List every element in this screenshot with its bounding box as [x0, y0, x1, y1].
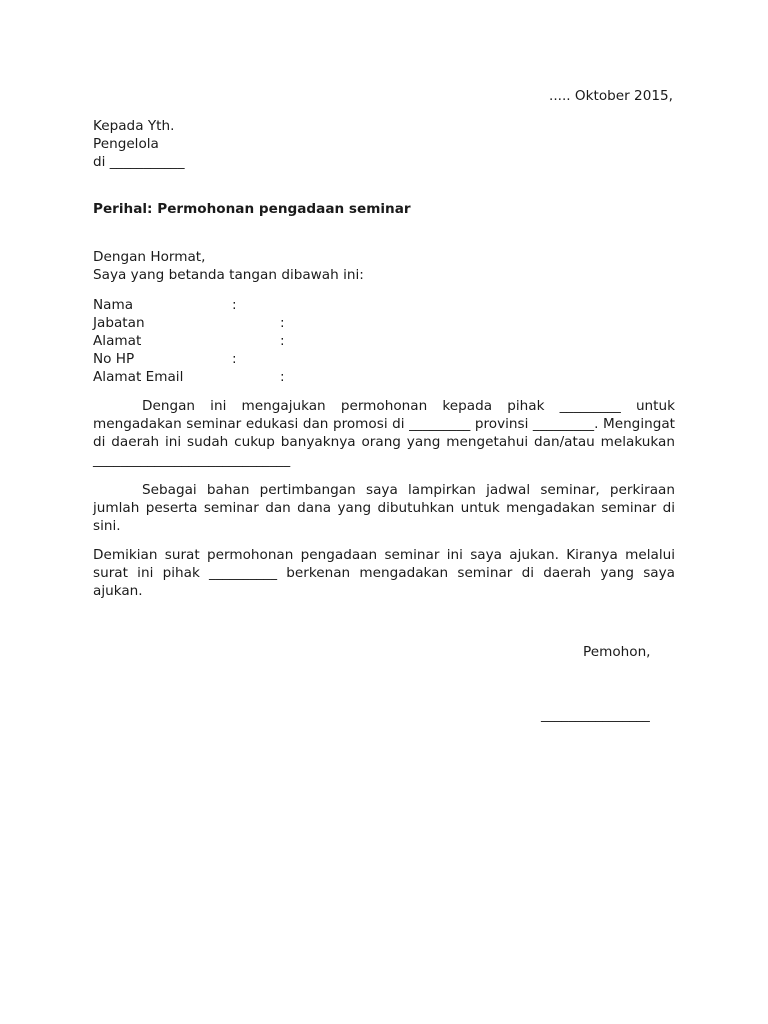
recipient-line: di ___________ [93, 154, 185, 170]
body-paragraph-closing: Demikian surat permohonan pengadaan seminar ini saya ajukan. Kiranya melalui surat ini pihak __________ berkenan mengadakan seminar di daerah yang saya ajukan. [93, 547, 675, 599]
field-row-alamat-email [93, 368, 393, 386]
applicant-fields [93, 296, 393, 386]
field-row-jabatan [93, 314, 393, 332]
recipient-block [93, 117, 185, 171]
signature-line: ________________ [541, 707, 650, 723]
greeting-block [93, 248, 364, 284]
body-paragraph-attachments: Sebagai bahan pertimbangan saya lampirkan jadwal seminar, perkiraan jumlah peserta seminar dan dana yang dibutuhkan untuk mengadakan seminar di sini. [93, 482, 675, 534]
closing-label: Pemohon, [583, 644, 651, 660]
recipient-line: Kepada Yth. [93, 118, 175, 134]
field-row-no-hp [93, 350, 393, 368]
salutation: Dengan Hormat, [93, 249, 206, 265]
field-row-alamat [93, 332, 393, 350]
field-label: Alamat [93, 333, 142, 349]
field-colon: : [280, 333, 285, 349]
field-label: Nama [93, 297, 134, 313]
recipient-line: Pengelola [93, 136, 159, 152]
field-colon: : [232, 351, 237, 367]
field-colon: : [280, 369, 285, 385]
letter-subject: Perihal: Permohonan pengadaan seminar [93, 201, 411, 217]
field-label: No HP [93, 351, 135, 367]
field-label: Jabatan [93, 315, 145, 331]
field-colon: : [280, 315, 285, 331]
field-colon: : [232, 297, 237, 313]
field-label: Alamat Email [93, 369, 184, 385]
letter-date: ..... Oktober 2015, [549, 88, 673, 104]
body-paragraph-request: Dengan ini mengajukan permohonan kepada pihak _________ untuk mengadakan seminar edukasi dan promosi di _________ provinsi _________. Mengingat di daerah ini sudah cukup banyaknya orang yang mengetahui dan/atau melakukan _____________________________ [93, 398, 675, 468]
intro-line: Saya yang betanda tangan dibawah ini: [93, 267, 364, 283]
field-row-nama [93, 296, 393, 314]
